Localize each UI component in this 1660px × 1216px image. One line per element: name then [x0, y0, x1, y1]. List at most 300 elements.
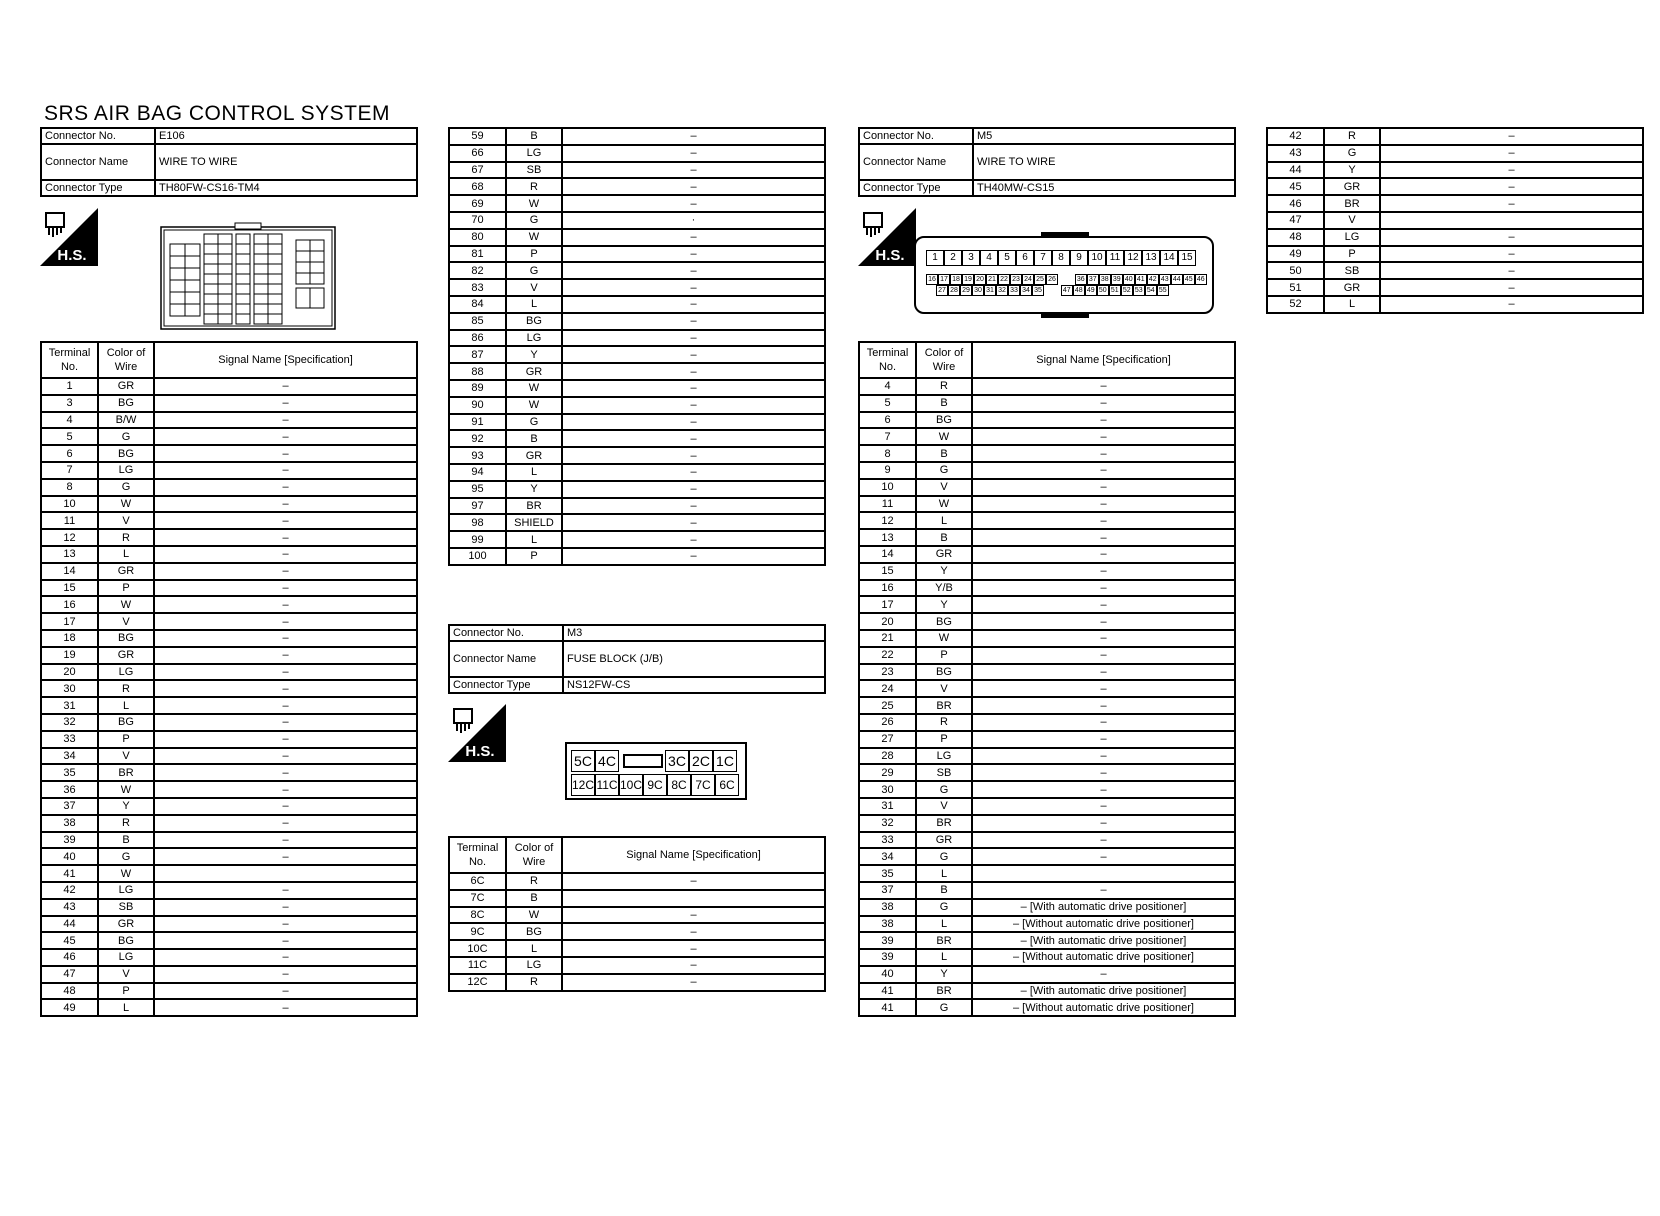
table-row [41, 999, 417, 1016]
terminal-cell: 40 [41, 848, 98, 865]
table-row [41, 882, 417, 899]
color-cell: G [916, 999, 972, 1016]
table-row [41, 832, 417, 849]
color-cell: L [916, 865, 972, 882]
pin: 37 [1087, 274, 1099, 285]
signal-cell: – [154, 428, 417, 445]
table-row [41, 697, 417, 714]
signal-cell: – [972, 462, 1235, 479]
signal-cell: – [1380, 195, 1643, 212]
pin: 53 [1133, 285, 1145, 296]
table-row [449, 397, 825, 414]
color-cell: P [506, 246, 562, 263]
pin: 17 [938, 274, 950, 285]
pin: 34 [1020, 285, 1032, 296]
color-cell: LG [506, 957, 562, 974]
table-row [41, 848, 417, 865]
svg-text:H.S.: H.S. [57, 247, 87, 264]
color-cell: V [916, 479, 972, 496]
color-cell: P [916, 647, 972, 664]
signal-cell: – [1380, 162, 1643, 179]
terminal-cell: 67 [449, 162, 506, 179]
terminal-cell: 87 [449, 346, 506, 363]
terminal-cell: 38 [41, 815, 98, 832]
color-cell: SHIELD [506, 514, 562, 531]
table-row [859, 395, 1235, 412]
color-cell: B [916, 445, 972, 462]
pin: 50 [1097, 285, 1109, 296]
color-cell: GR [506, 363, 562, 380]
color-cell: V [1324, 212, 1380, 229]
table-row [449, 873, 825, 890]
signal-cell: – [972, 479, 1235, 496]
color-cell: GR [916, 832, 972, 849]
signal-cell: – [154, 882, 417, 899]
pin: 2C [689, 750, 713, 772]
color-cell: R [916, 378, 972, 395]
terminal-cell: 20 [859, 613, 916, 630]
table-row [449, 923, 825, 940]
color-cell: BG [98, 630, 154, 647]
signal-cell: – [562, 363, 825, 380]
pin: 28 [948, 285, 960, 296]
signal-cell: – [562, 940, 825, 957]
terminal-cell: 4 [859, 378, 916, 395]
m5-cont-table [1266, 127, 1644, 314]
table-row [859, 949, 1235, 966]
terminal-cell: 33 [41, 731, 98, 748]
signal-cell: – [972, 630, 1235, 647]
terminal-cell: 46 [1267, 195, 1324, 212]
color-cell: B [98, 832, 154, 849]
table-row [449, 890, 825, 907]
color-cell: Y [916, 966, 972, 983]
color-cell: W [506, 907, 562, 924]
color-cell: P [98, 580, 154, 597]
signal-cell: – [Without automatic drive positioner] [972, 916, 1235, 933]
terminal-cell: 13 [859, 529, 916, 546]
terminal-cell: 35 [41, 764, 98, 781]
table-row [859, 731, 1235, 748]
color-of-wire-header: Color of Wire [916, 342, 972, 378]
color-cell: R [506, 974, 562, 991]
pin: 23 [1010, 274, 1022, 285]
signal-cell: – [972, 731, 1235, 748]
pin: 42 [1147, 274, 1159, 285]
terminal-cell: 6 [41, 445, 98, 462]
e106-terminal-table-wrap [40, 341, 418, 1017]
pin: 54 [1145, 285, 1157, 296]
table-row [1267, 246, 1643, 263]
color-cell: V [98, 613, 154, 630]
color-cell: W [506, 195, 562, 212]
signal-cell: – [972, 412, 1235, 429]
terminal-cell: 91 [449, 414, 506, 431]
signal-cell: – [154, 966, 417, 983]
table-row [859, 714, 1235, 731]
table-row [41, 983, 417, 1000]
signal-cell: – [154, 613, 417, 630]
terminal-cell: 5 [859, 395, 916, 412]
pin: 43 [1159, 274, 1171, 285]
color-cell: BR [916, 815, 972, 832]
svg-text:H.S.: H.S. [465, 743, 495, 760]
pin: 6 [1016, 250, 1034, 266]
color-of-wire-header: Color of Wire [506, 837, 562, 873]
terminal-cell: 12C [449, 974, 506, 991]
pin: 40 [1123, 274, 1135, 285]
color-cell: BG [98, 714, 154, 731]
connector-type-label: Connector Type [859, 180, 973, 196]
color-cell: GR [98, 916, 154, 933]
table-row [449, 481, 825, 498]
color-cell: BR [506, 498, 562, 515]
table-row [449, 907, 825, 924]
signal-cell: – [562, 514, 825, 531]
color-cell: W [98, 496, 154, 513]
signal-cell: – [562, 178, 825, 195]
terminal-cell: 88 [449, 363, 506, 380]
table-row [859, 496, 1235, 513]
table-row [41, 529, 417, 546]
signal-cell: – [154, 412, 417, 429]
terminal-cell: 6 [859, 412, 916, 429]
terminal-cell: 82 [449, 262, 506, 279]
m3-rows [449, 873, 825, 991]
color-cell: GR [916, 546, 972, 563]
pin [1044, 285, 1061, 296]
m5-latch-top [1041, 232, 1089, 238]
connector-no-label: Connector No. [41, 128, 155, 144]
terminal-cell: 11 [41, 512, 98, 529]
signal-cell: – [154, 496, 417, 513]
color-cell: BR [916, 697, 972, 714]
signal-cell: – [562, 397, 825, 414]
terminal-cell: 80 [449, 229, 506, 246]
table-row [859, 462, 1235, 479]
color-cell: Y [506, 481, 562, 498]
terminal-cell: 97 [449, 498, 506, 515]
signal-cell: – [562, 923, 825, 940]
signal-cell: – [1380, 262, 1643, 279]
color-cell: BG [916, 664, 972, 681]
signal-cell: – [562, 974, 825, 991]
signal-cell: – [562, 330, 825, 347]
pin: 5C [571, 750, 595, 772]
color-cell: R [506, 178, 562, 195]
table-row [1267, 195, 1643, 212]
m3-pins-top [571, 750, 737, 772]
color-cell: GR [506, 447, 562, 464]
table-row [41, 395, 417, 412]
table-row [449, 262, 825, 279]
terminal-cell: 30 [859, 781, 916, 798]
color-cell: LG [98, 949, 154, 966]
pin: 46 [1195, 274, 1207, 285]
signal-cell: – [562, 229, 825, 246]
color-cell: B [506, 430, 562, 447]
terminal-cell: 22 [859, 647, 916, 664]
terminal-cell: 69 [449, 195, 506, 212]
pin: 30 [972, 285, 984, 296]
table-row [859, 899, 1235, 916]
terminal-cell: 5 [41, 428, 98, 445]
terminal-cell: 4 [41, 412, 98, 429]
table-row [859, 697, 1235, 714]
signal-cell: – [154, 596, 417, 613]
pin: 21 [986, 274, 998, 285]
terminal-cell: 26 [859, 714, 916, 731]
table-row [449, 296, 825, 313]
table-row [41, 445, 417, 462]
table-row [859, 563, 1235, 580]
terminal-cell: 29 [859, 764, 916, 781]
table-row [449, 974, 825, 991]
color-cell: G [98, 428, 154, 445]
table-row [1267, 145, 1643, 162]
color-cell: G [1324, 145, 1380, 162]
color-cell: R [916, 714, 972, 731]
color-cell: BG [98, 932, 154, 949]
terminal-cell: 17 [41, 613, 98, 630]
pin: 48 [1073, 285, 1085, 296]
pin: 14 [1160, 250, 1178, 266]
pin: 11 [1106, 250, 1124, 266]
signal-cell: – [154, 832, 417, 849]
pin: 39 [1111, 274, 1123, 285]
signal-cell: – [972, 815, 1235, 832]
terminal-cell: 28 [859, 748, 916, 765]
m5-latch-bottom [1041, 312, 1089, 318]
signal-cell: – [154, 697, 417, 714]
signal-cell: – [972, 764, 1235, 781]
terminal-cell: 92 [449, 430, 506, 447]
e106-connector-no: E106 [155, 128, 417, 144]
signal-cell: – [562, 313, 825, 330]
color-cell: GR [1324, 178, 1380, 195]
terminal-cell: 46 [41, 949, 98, 966]
pin: 36 [1075, 274, 1087, 285]
terminal-cell: 9 [859, 462, 916, 479]
terminal-cell: 15 [859, 563, 916, 580]
signal-cell: – [972, 832, 1235, 849]
table-row [41, 916, 417, 933]
signal-cell: – [154, 781, 417, 798]
harness-side-icon [448, 704, 506, 762]
table-row [859, 916, 1235, 933]
signal-cell: – [154, 848, 417, 865]
terminal-cell: 25 [859, 697, 916, 714]
table-row [1267, 262, 1643, 279]
e106-info-table [40, 127, 418, 197]
color-cell: V [98, 966, 154, 983]
color-cell: W [506, 397, 562, 414]
table-row [449, 531, 825, 548]
color-cell: V [506, 279, 562, 296]
e106-connector-type: TH80FW-CS16-TM4 [155, 180, 417, 196]
terminal-cell: 9C [449, 923, 506, 940]
color-cell: V [98, 512, 154, 529]
signal-cell: – [154, 764, 417, 781]
table-row [449, 940, 825, 957]
terminal-cell: 20 [41, 664, 98, 681]
signal-cell: – [972, 496, 1235, 513]
terminal-cell: 7C [449, 890, 506, 907]
signal-cell: – [154, 815, 417, 832]
signal-cell: – [154, 680, 417, 697]
table-row [41, 580, 417, 597]
pin: 52 [1121, 285, 1133, 296]
pin: 3 [962, 250, 980, 266]
signal-cell: – [154, 932, 417, 949]
table-row [41, 479, 417, 496]
color-cell: Y [98, 798, 154, 815]
terminal-cell: 68 [449, 178, 506, 195]
terminal-cell: 90 [449, 397, 506, 414]
pin: 6C [715, 774, 739, 796]
color-cell: LG [916, 748, 972, 765]
signal-cell: – [562, 873, 825, 890]
signal-cell: – [562, 498, 825, 515]
color-cell: L [98, 546, 154, 563]
pin: 41 [1135, 274, 1147, 285]
signal-cell: – [562, 430, 825, 447]
table-row [449, 128, 825, 145]
m5-rows [859, 378, 1235, 1016]
pin [1058, 274, 1075, 285]
terminal-cell: 38 [859, 916, 916, 933]
terminal-cell: 21 [859, 630, 916, 647]
pin: 33 [1008, 285, 1020, 296]
color-cell: W [916, 428, 972, 445]
pin: 7C [691, 774, 715, 796]
signal-cell: – [972, 966, 1235, 983]
table-row [859, 781, 1235, 798]
terminal-cell: 19 [41, 647, 98, 664]
signal-cell: – [154, 647, 417, 664]
signal-cell: – [972, 781, 1235, 798]
pin: 18 [950, 274, 962, 285]
terminal-cell: 14 [859, 546, 916, 563]
color-cell: GR [98, 563, 154, 580]
table-row [859, 966, 1235, 983]
table-row [859, 865, 1235, 882]
m5-connector-type: TH40MW-CS15 [973, 180, 1235, 196]
signal-cell: – [154, 445, 417, 462]
m5-info-table [858, 127, 1236, 197]
terminal-cell: 37 [859, 882, 916, 899]
color-cell: GR [1324, 279, 1380, 296]
m5-connector-no: M5 [973, 128, 1235, 144]
m5-connector-face [914, 236, 1214, 314]
color-cell: L [916, 916, 972, 933]
signal-cell: – [562, 380, 825, 397]
pin: 31 [984, 285, 996, 296]
pin: 10C [619, 774, 643, 796]
signal-cell: – [972, 428, 1235, 445]
pin: 49 [1085, 285, 1097, 296]
signal-cell: – [562, 481, 825, 498]
signal-cell: – [154, 529, 417, 546]
pin: 3C [665, 750, 689, 772]
table-row [859, 680, 1235, 697]
m5-pins-top [926, 250, 1196, 266]
signal-cell: – [972, 395, 1235, 412]
table-row [41, 412, 417, 429]
table-row [859, 445, 1235, 462]
pin: 32 [996, 285, 1008, 296]
table-row [41, 815, 417, 832]
table-row [859, 932, 1235, 949]
signal-cell: – [154, 378, 417, 395]
pin: 5 [998, 250, 1016, 266]
signal-cell: – [972, 546, 1235, 563]
signal-cell: – [154, 714, 417, 731]
signal-cell: – [562, 246, 825, 263]
table-row [859, 999, 1235, 1016]
signal-cell: – [972, 882, 1235, 899]
terminal-cell: 41 [859, 999, 916, 1016]
terminal-cell: 98 [449, 514, 506, 531]
terminal-cell: 70 [449, 212, 506, 229]
table-row [449, 178, 825, 195]
color-cell: R [1324, 128, 1380, 145]
table-row [41, 563, 417, 580]
signal-cell: – [154, 916, 417, 933]
terminal-cell: 34 [859, 848, 916, 865]
terminal-cell: 99 [449, 531, 506, 548]
color-cell: R [98, 529, 154, 546]
page-title: SRS AIR BAG CONTROL SYSTEM [44, 102, 390, 125]
signal-cell: – [562, 907, 825, 924]
signal-name-header: Signal Name [Specification] [562, 837, 825, 873]
terminal-cell: 45 [1267, 178, 1324, 195]
pin: 20 [974, 274, 986, 285]
table-row [859, 882, 1235, 899]
color-cell: Y [916, 563, 972, 580]
m3-info-table [448, 624, 826, 694]
table-row [41, 630, 417, 647]
pin: 24 [1022, 274, 1034, 285]
terminal-cell: 8 [41, 479, 98, 496]
signal-cell: – [972, 563, 1235, 580]
terminal-cell: 32 [41, 714, 98, 731]
color-cell: L [916, 512, 972, 529]
signal-cell: – [562, 447, 825, 464]
pin: 16 [926, 274, 938, 285]
terminal-cell: 52 [1267, 296, 1324, 313]
terminal-cell: 39 [859, 932, 916, 949]
terminal-cell: 12 [41, 529, 98, 546]
color-cell: L [506, 940, 562, 957]
connector-name-label: Connector Name [859, 144, 973, 180]
svg-text:H.S.: H.S. [875, 247, 905, 264]
terminal-cell: 51 [1267, 279, 1324, 296]
table-row [859, 815, 1235, 832]
signal-cell: – [972, 529, 1235, 546]
signal-cell [154, 865, 417, 882]
pin: 12C [571, 774, 595, 796]
signal-cell: – [154, 563, 417, 580]
table-row [449, 346, 825, 363]
table-row [859, 983, 1235, 1000]
signal-cell: – [154, 395, 417, 412]
table-row [449, 162, 825, 179]
signal-cell: – [154, 748, 417, 765]
color-cell: P [506, 548, 562, 565]
color-cell: W [98, 865, 154, 882]
pin: 2 [944, 250, 962, 266]
